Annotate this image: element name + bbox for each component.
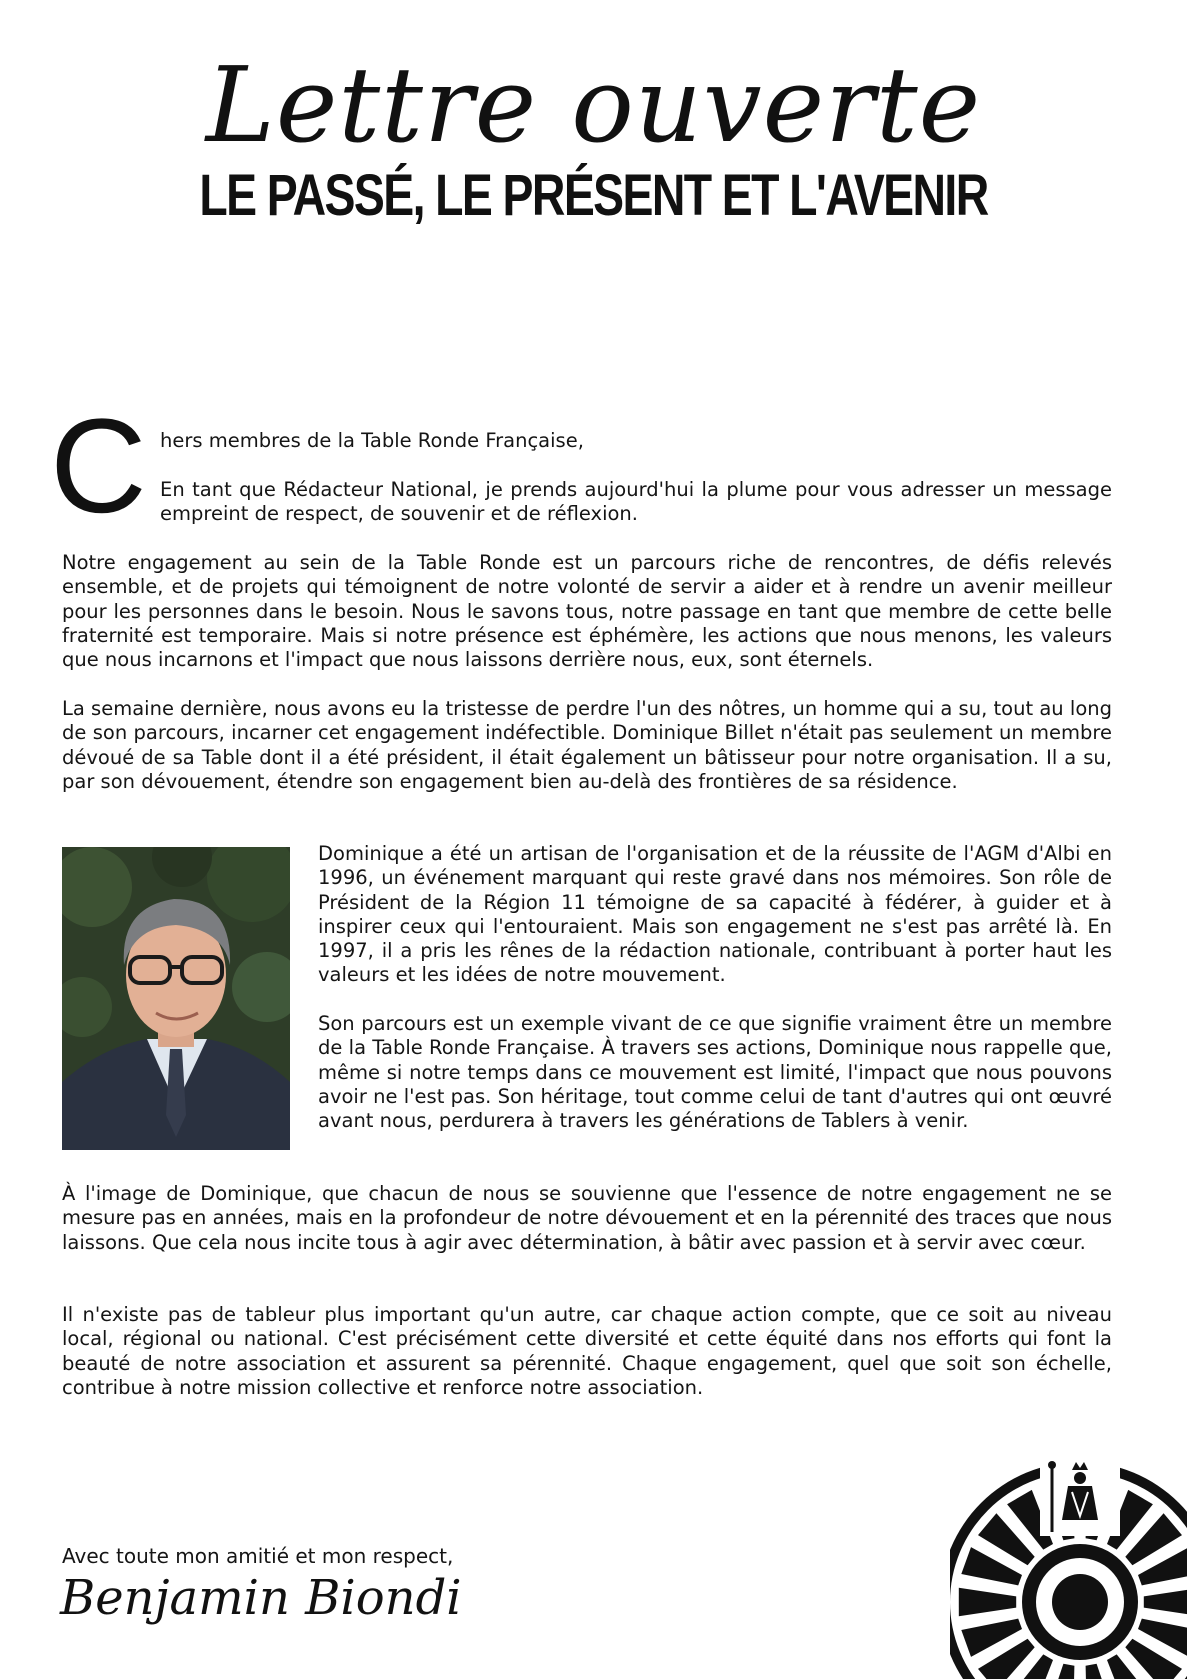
intro-paragraph: En tant que Rédacteur National, je prends aujourd'hui la plume pour vous adresser un message empreint de respect, de souvenir et de réflexion. [160,478,1112,526]
paragraph: Il n'existe pas de tableur plus important qu'un autre, car chaque action compte, que ce soit au niveau local, régional ou national. C'est précisément cette diversité et cette équité dans nos efforts qui font la beauté de notre association et assurent sa pérennité. Chaque engagement, quel que soit son échelle, contribue à notre mission collective et renforce notre association. [62,1303,1112,1399]
page-title: LE PASSÉ, LE PRÉSENT ET L'AVENIR [199,163,988,228]
closing-line: Avec toute mon amitié et mon respect, [62,1544,454,1568]
portrait-photo [62,847,290,1150]
paragraph: La semaine dernière, nous avons eu la tristesse de perdre l'un des nôtres, un homme qui a su, tout au long de son parcours, incarner cet engagement indéfectible. Dominique Billet n'était pas seulement un membre dévoué de sa Table dont il a été président, il était également un bâtisseur pour notre organisation. Il a su, par son dévouement, étendre son engagement bien au-delà des frontières de sa résidence. [62,697,1112,793]
drop-cap: C [50,392,147,541]
round-table-logo [950,1452,1187,1679]
paragraph: À l'image de Dominique, que chacun de nous se souvienne que l'essence de notre engagement ne se mesure pas en années, mais en la profondeur de notre dévouement et en la pérennité des traces que nous laissons. Que cela nous incite tous à agir avec détermination, à bâtir avec passion et à servir avec cœur. [62,1182,1112,1254]
paragraph: Son parcours est un exemple vivant de ce que signifie vraiment être un membre de la Table Ronde Française. À travers ses actions, Dominique nous rappelle que, même si notre temps dans ce mouvement est limité, l'impact que nous pouvons avoir ne l'est pas. Son héritage, tout comme celui de tant d'autres qui ont œuvré avant nous, perdurera à travers les générations de Tablers à venir. [318,1012,1112,1133]
paragraph: Dominique a été un artisan de l'organisation et de la réussite de l'AGM d'Albi en 1996, un événement marquant qui reste gravé dans nos mémoires. Son rôle de Président de la Région 11 témoigne de sa capacité à fédérer, à guider et à inspirer ceux qui l'entouraient. Mais son engagement ne s'est pas arrêté là. En 1997, il a pris les rênes de la rédaction nationale, contribuant à porter haut les valeurs et les idées de notre mouvement. [318,842,1112,987]
script-title: Lettre ouverte [205,44,982,166]
signature: Benjamin Biondi [60,1570,462,1626]
salutation: hers membres de la Table Ronde Française, [160,429,584,452]
paragraph: Notre engagement au sein de la Table Ronde est un parcours riche de rencontres, de défis relevés ensemble, et de projets qui témoignent de notre volonté de servir a aider et à rendre un avenir meilleur pour les personnes dans le besoin. Nous le savons tous, notre passage en tant que membre de cette belle fraternité est temporaire. Mais si notre présence est éphémère, les actions que nous menons, les valeurs que nous incarnons et l'impact que nous laissons derrière nous, eux, sont éternels. [62,551,1112,672]
